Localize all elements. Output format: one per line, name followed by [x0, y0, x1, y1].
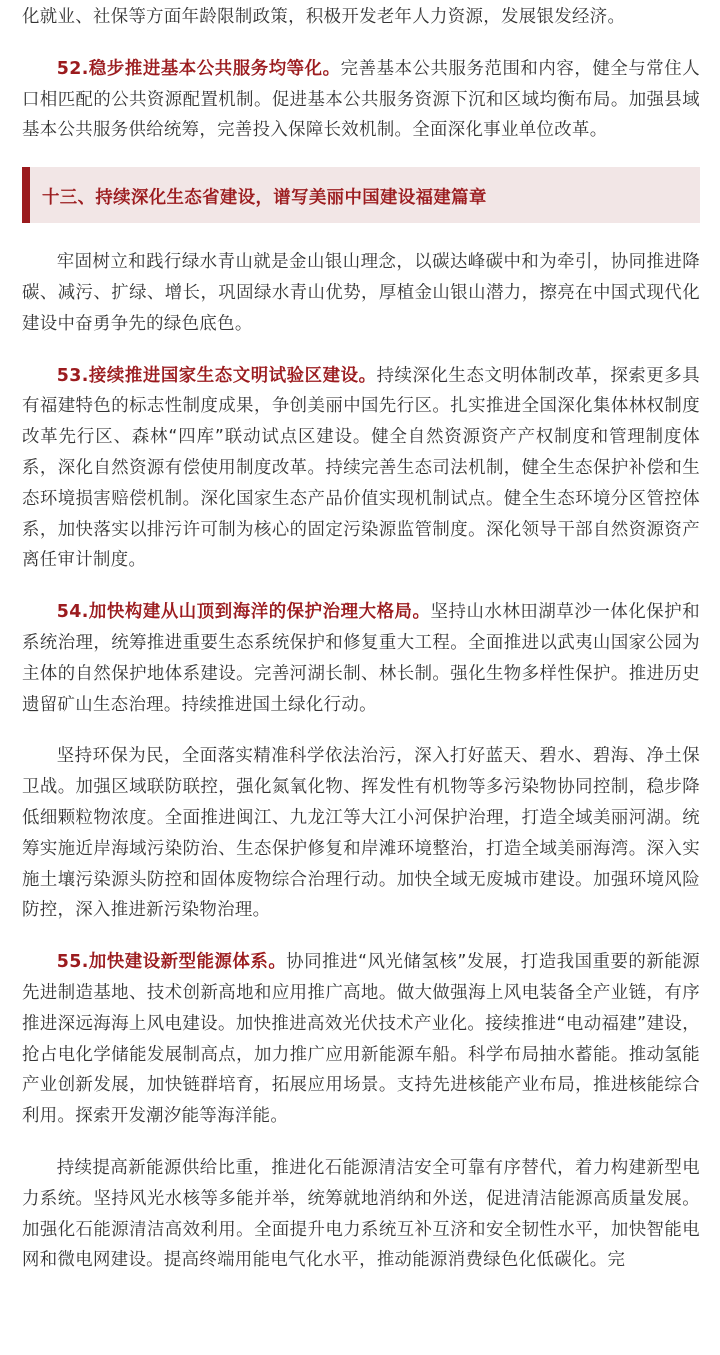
- item-55-title: 55.加快建设新型能源体系。: [56, 952, 287, 973]
- item-52-title: 52.稳步推进基本公共服务均等化。: [56, 58, 341, 79]
- paragraph-item-55-continued: 持续提高新能源供给比重，推进化石能源清洁安全可靠有序替代，着力构建新型电力系统。坚持风光水核等多能并举，统筹就地消纳和外送，促进清洁能源高质量发展。加强化石能源清洁高效利用。全面提升电力系统互补互济和安全韧性水平，加快智能电网和微电网建设。提高终端用能电气化水平，推动能源消费绿色化低碳化。完: [22, 1157, 700, 1271]
- paragraph-continued: 化就业、社保等方面年龄限制政策，积极开发老年人力资源，发展银发经济。: [22, 7, 626, 27]
- paragraph-item-55: [22, 947, 700, 1132]
- section-13-intro: 牢固树立和践行绿水青山就是金山银山理念，以碳达峰碳中和为牵引，协同推进降碳、减污、扩绿、增长，巩固绿水青山优势，厚植金山银山潜力，擦亮在中国式现代化建设中奋勇争先的绿色底色。: [22, 252, 700, 334]
- section-accent-bar: [22, 167, 30, 223]
- paragraph-item-53: [22, 361, 700, 577]
- article-body: [22, 0, 700, 1297]
- item-53-body: 持续深化生态文明体制改革，探索更多具有福建特色的标志性制度成果，争创美丽中国先行区。扎实推进全国深化集体林权制度改革先行区、森林“四库”联动试点区建设。健全自然资源资产产权制度和管理制度体系，深化自然资源有偿使用制度改革。持续完善生态司法机制，健全生态保护补偿和生态环境损害赔偿机制。深化国家生态产品价值实现机制试点。健全生态环境分区管控体系，加快落实以排污许可制为核心的固定污染源监管制度。深化领导干部自然资源资产离任审计制度。: [22, 365, 700, 571]
- section-13-header: [22, 167, 700, 223]
- paragraph-item-52: [22, 54, 700, 146]
- section-13-title: 十三、持续深化生态省建设，谱写美丽中国建设福建篇章: [42, 187, 487, 208]
- item-53-title: 53.接续推进国家生态文明试验区建设。: [56, 365, 377, 386]
- paragraph-item-54-continued: 坚持环保为民，全面落实精准科学依法治污，深入打好蓝天、碧水、碧海、净土保卫战。加强区域联防联控，强化氮氧化物、挥发性有机物等多污染物协同控制，稳步降低细颗粒物浓度。全面推进闽江、九龙江等大江小河保护治理，打造全域美丽河湖。统筹实施近岸海域污染防治、生态保护修复和岸滩环境整治，打造全域美丽海湾。深入实施土壤污染源头防控和固体废物综合治理行动。加快全域无废城市建设。加强环境风险防控，深入推进新污染物治理。: [22, 746, 700, 921]
- item-54-title: 54.加快构建从山顶到海洋的保护治理大格局。: [56, 602, 431, 623]
- item-52-body: 完善基本公共服务范围和内容，健全与常住人口相匹配的公共资源配置机制。促进基本公共服务资源下沉和区域均衡布局。加强县域基本公共服务供给统筹，完善投入保障长效机制。全面深化事业单位改革。: [22, 58, 700, 141]
- item-55-body: 协同推进“风光储氢核”发展，打造我国重要的新能源先进制造基地、技术创新高地和应用推广高地。做大做强海上风电装备全产业链，有序推进深远海海上风电建设。加快推进高效光伏技术产业化。接续推进“电动福建”建设，抢占电化学储能发展制高点，加力推广应用新能源车船。科学布局抽水蓄能。推动氢能产业创新发展，加快链群培育，拓展应用场景。支持先进核能产业布局，推进核能综合利用。探索开发潮汐能等海洋能。: [22, 952, 700, 1127]
- paragraph-item-54: [22, 597, 700, 720]
- item-54-body: 坚持山水林田湖草沙一体化保护和系统治理，统筹推进重要生态系统保护和修复重大工程。全面推进以武夷山国家公园为主体的自然保护地体系建设。完善河湖长制、林长制。强化生物多样性保护。推进历史遗留矿山生态治理。持续推进国土绿化行动。: [22, 602, 700, 715]
